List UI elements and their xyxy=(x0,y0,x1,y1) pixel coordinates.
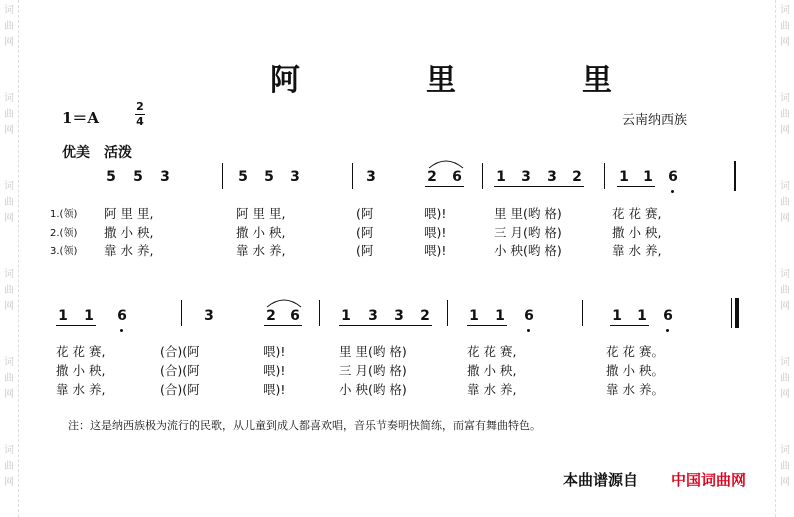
key-signature: 1＝A xyxy=(62,109,100,127)
time-signature-top: 2 xyxy=(136,100,144,113)
beam xyxy=(617,186,655,187)
barline xyxy=(319,300,320,326)
watermark-glyph: 网 xyxy=(4,37,14,48)
slur xyxy=(266,297,302,309)
footnote: 注：这是纳西族极为流行的民歌，从儿童到成人都喜欢唱，音乐节奏明快简练，而富有舞曲特色。 xyxy=(68,419,541,432)
note: 3 xyxy=(547,169,557,185)
watermark-glyph: 词 xyxy=(4,5,14,16)
lyric: 喂)! xyxy=(424,225,447,240)
lyric: 三 月(哟 格) xyxy=(339,363,407,378)
low-octave-dot xyxy=(671,190,674,193)
watermark-glyph: 曲 xyxy=(780,373,790,384)
lyric: 里 里(哟 格) xyxy=(339,344,407,359)
note: 1 xyxy=(637,308,647,324)
note: 5 xyxy=(264,169,274,185)
note: 6 xyxy=(290,308,300,324)
watermark-glyph: 曲 xyxy=(4,197,14,208)
lyric: (阿 xyxy=(356,243,374,258)
lyric: 撒 小 秧, xyxy=(56,363,106,378)
note: 5 xyxy=(133,169,143,185)
note: 1 xyxy=(496,169,506,185)
note: 6 xyxy=(668,169,678,185)
lyric: (阿 xyxy=(356,206,374,221)
watermark-glyph: 曲 xyxy=(4,373,14,384)
note: 6 xyxy=(663,308,673,324)
watermark-glyph: 网 xyxy=(780,125,790,136)
lyric: 小 秧(哟 格) xyxy=(494,243,562,258)
low-octave-dot xyxy=(527,329,530,332)
watermark-glyph: 曲 xyxy=(780,21,790,32)
barline xyxy=(604,163,605,189)
note: 1 xyxy=(58,308,68,324)
lyric: 撒 小 秧。 xyxy=(606,363,664,378)
verse-number: 3.(领) xyxy=(50,246,78,257)
lyric: (阿 xyxy=(356,225,374,240)
note: 6 xyxy=(117,308,127,324)
lyric: 撒 小 秧, xyxy=(236,225,286,240)
watermark-glyph: 曲 xyxy=(780,197,790,208)
song-origin: 云南纳西族 xyxy=(622,113,688,128)
lyric: 花 花 赛, xyxy=(612,206,662,221)
note: 6 xyxy=(452,169,462,185)
lyric: 靠 水 养, xyxy=(56,382,106,397)
barline xyxy=(222,163,223,189)
left-margin-strip xyxy=(0,0,19,517)
barline xyxy=(352,163,353,189)
song-title: 阿 里 里 xyxy=(270,63,660,98)
note: 3 xyxy=(521,169,531,185)
lyric: 花 花 赛。 xyxy=(606,344,664,359)
note: 6 xyxy=(524,308,534,324)
beam xyxy=(494,186,584,187)
lyric: 靠 水 养, xyxy=(612,243,662,258)
lyric: 靠 水 养, xyxy=(236,243,286,258)
beam xyxy=(264,325,302,326)
watermark-glyph: 网 xyxy=(780,37,790,48)
lyric: 小 秧(哟 格) xyxy=(339,382,407,397)
beam xyxy=(56,325,96,326)
watermark-glyph: 曲 xyxy=(780,285,790,296)
watermark-glyph: 词 xyxy=(780,445,790,456)
beam xyxy=(339,325,432,326)
slur xyxy=(428,158,464,170)
barline xyxy=(181,300,182,326)
final-barline-thick xyxy=(735,298,739,328)
lyric: 喂)! xyxy=(424,243,447,258)
watermark-glyph: 网 xyxy=(4,213,14,224)
watermark-glyph: 词 xyxy=(780,269,790,280)
low-octave-dot xyxy=(120,329,123,332)
note: 3 xyxy=(394,308,404,324)
lyric: 撒 小 秧, xyxy=(467,363,517,378)
lyric: 阿 里 里, xyxy=(104,206,154,221)
note: 2 xyxy=(420,308,430,324)
lyric: 花 花 赛, xyxy=(56,344,106,359)
lyric: 撒 小 秧, xyxy=(612,225,662,240)
lyric: 靠 水 养, xyxy=(104,243,154,258)
note: 5 xyxy=(106,169,116,185)
barline xyxy=(582,300,583,326)
lyric: 喂)! xyxy=(263,363,286,378)
watermark-glyph: 词 xyxy=(780,5,790,16)
barline xyxy=(482,163,483,189)
note: 1 xyxy=(643,169,653,185)
lyric: 靠 水 养。 xyxy=(606,382,664,397)
lyric: (合)(阿 xyxy=(160,382,200,397)
source-site-link[interactable]: 中国词曲网 xyxy=(671,471,747,489)
watermark-glyph: 词 xyxy=(4,269,14,280)
lyric: 喂)! xyxy=(263,382,286,397)
watermark-glyph: 网 xyxy=(4,125,14,136)
watermark-glyph: 网 xyxy=(780,213,790,224)
barline xyxy=(447,300,448,326)
lyric: (合)(阿 xyxy=(160,363,200,378)
lyric: 里 里(哟 格) xyxy=(494,206,562,221)
watermark-glyph: 曲 xyxy=(4,109,14,120)
watermark-glyph: 网 xyxy=(4,301,14,312)
verse-number: 1.(领) xyxy=(50,209,78,220)
lyric: (合)(阿 xyxy=(160,344,200,359)
right-margin-strip xyxy=(775,0,794,517)
note: 3 xyxy=(160,169,170,185)
lyric: 花 花 赛, xyxy=(467,344,517,359)
note: 2 xyxy=(266,308,276,324)
tempo-marking: 优美 活泼 xyxy=(62,145,132,161)
time-signature-bottom: 4 xyxy=(136,115,144,128)
barline xyxy=(734,161,736,191)
note: 3 xyxy=(368,308,378,324)
note: 1 xyxy=(612,308,622,324)
lyric: 喂)! xyxy=(263,344,286,359)
watermark-glyph: 曲 xyxy=(4,461,14,472)
watermark-glyph: 网 xyxy=(780,301,790,312)
note: 5 xyxy=(238,169,248,185)
watermark-glyph: 曲 xyxy=(780,109,790,120)
watermark-glyph: 曲 xyxy=(4,285,14,296)
low-octave-dot xyxy=(666,329,669,332)
watermark-glyph: 词 xyxy=(780,357,790,368)
watermark-glyph: 网 xyxy=(780,389,790,400)
note: 3 xyxy=(366,169,376,185)
note: 1 xyxy=(469,308,479,324)
note: 1 xyxy=(84,308,94,324)
note: 1 xyxy=(495,308,505,324)
watermark-glyph: 曲 xyxy=(4,21,14,32)
time-signature xyxy=(134,100,146,129)
watermark-glyph: 词 xyxy=(780,93,790,104)
watermark-glyph: 词 xyxy=(4,93,14,104)
watermark-glyph: 网 xyxy=(4,389,14,400)
watermark-glyph: 网 xyxy=(780,477,790,488)
note: 3 xyxy=(290,169,300,185)
final-barline-thin xyxy=(731,298,732,328)
lyric: 三 月(哟 格) xyxy=(494,225,562,240)
watermark-glyph: 词 xyxy=(4,181,14,192)
lyric: 撒 小 秧, xyxy=(104,225,154,240)
watermark-glyph: 词 xyxy=(4,445,14,456)
source-label: 本曲谱源自 xyxy=(563,471,639,489)
lyric: 靠 水 养, xyxy=(467,382,517,397)
watermark-glyph: 曲 xyxy=(780,461,790,472)
lyric: 喂)! xyxy=(424,206,447,221)
note: 2 xyxy=(572,169,582,185)
beam xyxy=(610,325,649,326)
note: 3 xyxy=(204,308,214,324)
lyric: 阿 里 里, xyxy=(236,206,286,221)
note: 2 xyxy=(427,169,437,185)
beam xyxy=(467,325,507,326)
watermark-glyph: 词 xyxy=(780,181,790,192)
beam xyxy=(425,186,464,187)
note: 1 xyxy=(341,308,351,324)
watermark-glyph: 网 xyxy=(4,477,14,488)
watermark-glyph: 词 xyxy=(4,357,14,368)
note: 1 xyxy=(619,169,629,185)
verse-number: 2.(领) xyxy=(50,228,78,239)
